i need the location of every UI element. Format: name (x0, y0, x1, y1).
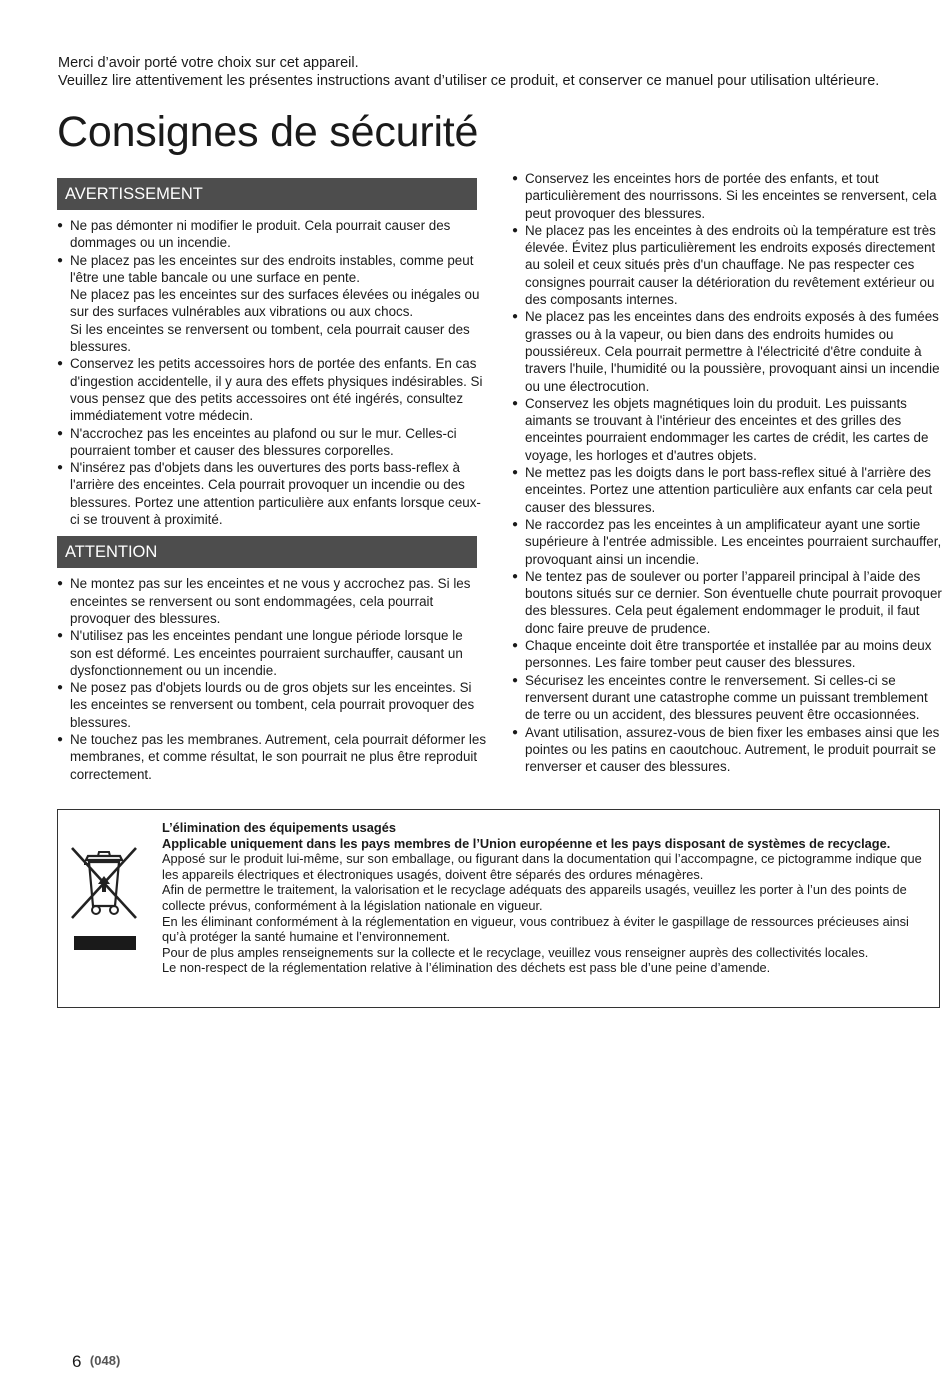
weee-paragraph: Apposé sur le produit lui-même, sur son emballage, ou figurant dans la documentation qui l’accompagne, ce pictogramme indique que les appareils électriques et électroniques usagés, doivent être séparés des ordures ménagères. (162, 851, 922, 882)
weee-heading: L’élimination des équipements usagés (162, 820, 396, 835)
safety-item: ● Avant utilisation, assurez-vous de bien fixer les embases ainsi que les pointes ou les patins en caoutchouc. Autrement, le produit pourrait se renverser et causer des blessures. (512, 724, 942, 776)
safety-item: ● Ne tentez pas de soulever ou porter l’appareil principal à l’aide des boutons situés sur ce dernier. Son éventuelle chute pourrait provoquer des blessures. Cela peut également endommager le produit, il faut donc faire preuve de prudence. (512, 568, 942, 637)
caution-item: ● Ne montez pas sur les enceintes et ne vous y accrochez pas. Si les enceintes se renversent ou sont endommagées, cela pourrait provoquer des blessures. (57, 575, 487, 627)
page-footer (72, 1352, 120, 1373)
safety-item: ● Conservez les objets magnétiques loin du produit. Les puissants aimants se trouvant à l'intérieur des enceintes et des grilles des enceintes pourraient endommager les cartes de crédit, les cartes de voyage, les horloges et d'autres objets. (512, 395, 942, 464)
left-column (57, 170, 487, 791)
safety-list-continued (512, 170, 942, 775)
weee-text (162, 820, 934, 976)
warning-item: ● Ne placez pas les enceintes sur des endroits instables, comme peut l'être une table bancale ou une surface en pente. (57, 252, 487, 287)
weee-disposal-notice (57, 809, 940, 1008)
intro-line-2: Veuillez lire attentivement les présentes instructions avant d’utiliser ce produit, et conserver ce manuel pour utilisation ultérieure. (58, 73, 880, 89)
page-code: (048) (89, 1353, 121, 1368)
weee-paragraph: Le non-respect de la réglementation relative à l’élimination des déchets est pass ble d’une peine d’amende. (162, 960, 771, 976)
caution-item: ● Ne posez pas d'objets lourds ou de gros objets sur les enceintes. Si les enceintes se renversent ou tombent, cela pourrait provoquer des blessures. (57, 679, 487, 731)
warning-item: ● Ne pas démonter ni modifier le produit. Cela pourrait causer des dommages ou un incendie. (57, 217, 487, 252)
safety-item: ● Chaque enceinte doit être transportée et installée par au moins deux personnes. Les faire tomber peut causer des blessures. (512, 637, 942, 672)
warning-item: ● N'accrochez pas les enceintes au plafond ou sur le mur. Celles-ci pourraient tomber et causer des blessures corporelles. (57, 425, 487, 460)
caution-item: ● Ne touchez pas les membranes. Autrement, cela pourrait déformer les membranes, et comme résultat, le son pourrait ne plus être reproduit correctement. (57, 731, 487, 783)
weee-paragraph: Pour de plus amples renseignements sur la collecte et le recyclage, veuillez vous renseigner auprès des collectivités locales. (162, 944, 869, 960)
safety-item: ● Ne mettez pas les doigts dans le port bass-reflex situé à l'arrière des enceintes. Portez une attention particulière aux enfants car cela peut causer des blessures. (512, 464, 942, 516)
intro-line-1: Merci d’avoir porté votre choix sur cet appareil. (58, 55, 359, 71)
warning-item-continuation: Ne placez pas les enceintes sur des surfaces élevées ou inégales ou sur des surfaces vulnérables aux vibrations ou aux chocs. (70, 287, 480, 320)
warning-list (57, 217, 487, 528)
safety-item: ● Conservez les enceintes hors de portée des enfants, et tout particulièrement des nourrissons. Si les enceintes se renversent, cela peut provoquer des blessures. (512, 170, 942, 222)
warning-item: ● N'insérez pas d'objets dans les ouvertures des ports bass-reflex à l'arrière des enceintes. Cela pourrait provoquer un incendie ou des blessures. Portez une attention particulière aux enfants lorsque ceux-ci se trouvent à proximité. (57, 459, 487, 528)
caution-header: ATTENTION (57, 536, 477, 568)
right-column (512, 170, 942, 783)
warning-item-continuation: Si les enceintes se renversent ou tombent, cela pourrait causer des blessures. (70, 321, 470, 355)
warning-header: AVERTISSEMENT (57, 178, 477, 210)
weee-paragraph: En les éliminant conformément à la réglementation en vigueur, vous contribuez à éviter le gaspillage de ressources précieuses ainsi qu’à protéger la santé humaine et l’environnement. (162, 913, 909, 945)
safety-item: ● Ne placez pas les enceintes à des endroits où la température est très élevée. Évitez plus particulièrement les endroits exposés directement au soleil et ceux situés près d'un chauffage. Ne pas respecter ces consignes pourrait causer la détérioration du revêtement extérieur ou des composants internes. (512, 222, 942, 308)
page-number: 6 (72, 1352, 82, 1371)
caution-list (57, 575, 487, 783)
safety-item: ● Ne raccordez pas les enceintes à un amplificateur ayant une sortie supérieure à l'entrée admissible. Les enceintes pourraient surchauffer, provoquant ainsi un incendie. (512, 516, 942, 568)
caution-item: ● N'utilisez pas les enceintes pendant une longue période lorsque le son est déformé. Les enceintes pourraient surchauffer, causant un dysfonctionnement ou un incendie. (57, 627, 487, 679)
safety-item: ● Ne placez pas les enceintes dans des endroits exposés à des fumées grasses ou à la vapeur, ou bien dans des endroits humides ou poussiéreux. Cela pourrait permettre à l'électricité d'être conduite à travers l'huile, l'humidité ou la poussière, provoquant ainsi un incendie ou une électrocution. (512, 308, 942, 394)
intro-text (58, 54, 943, 90)
page-title: Consignes de sécurité (57, 108, 479, 156)
safety-item: ● Sécurisez les enceintes contre le renversement. Si celles-ci se renversent durant une catastrophe comme un puissant tremblement de terre ou un accident, des blessures peuvent être occasionnées. (512, 672, 942, 724)
weee-subheading: Applicable uniquement dans les pays membres de l’Union européenne et les pays disposant de systèmes de recyclage. (162, 835, 891, 851)
weee-paragraph: Afin de permettre le traitement, la valorisation et le recyclage adéquats des appareils usagés, veuillez les porter à l’un des points de collecte prévus, conformément à la législation nationale en vigueur. (162, 882, 907, 913)
warning-item: ● Conservez les petits accessoires hors de portée des enfants. En cas d'ingestion accidentelle, il y aura des effets physiques indésirables. Si vous pensez que des petits accessoires ont été ingérés, consultez immédiatement votre médecin. (57, 355, 487, 424)
crossed-out-wheelie-bin-icon (68, 844, 140, 954)
